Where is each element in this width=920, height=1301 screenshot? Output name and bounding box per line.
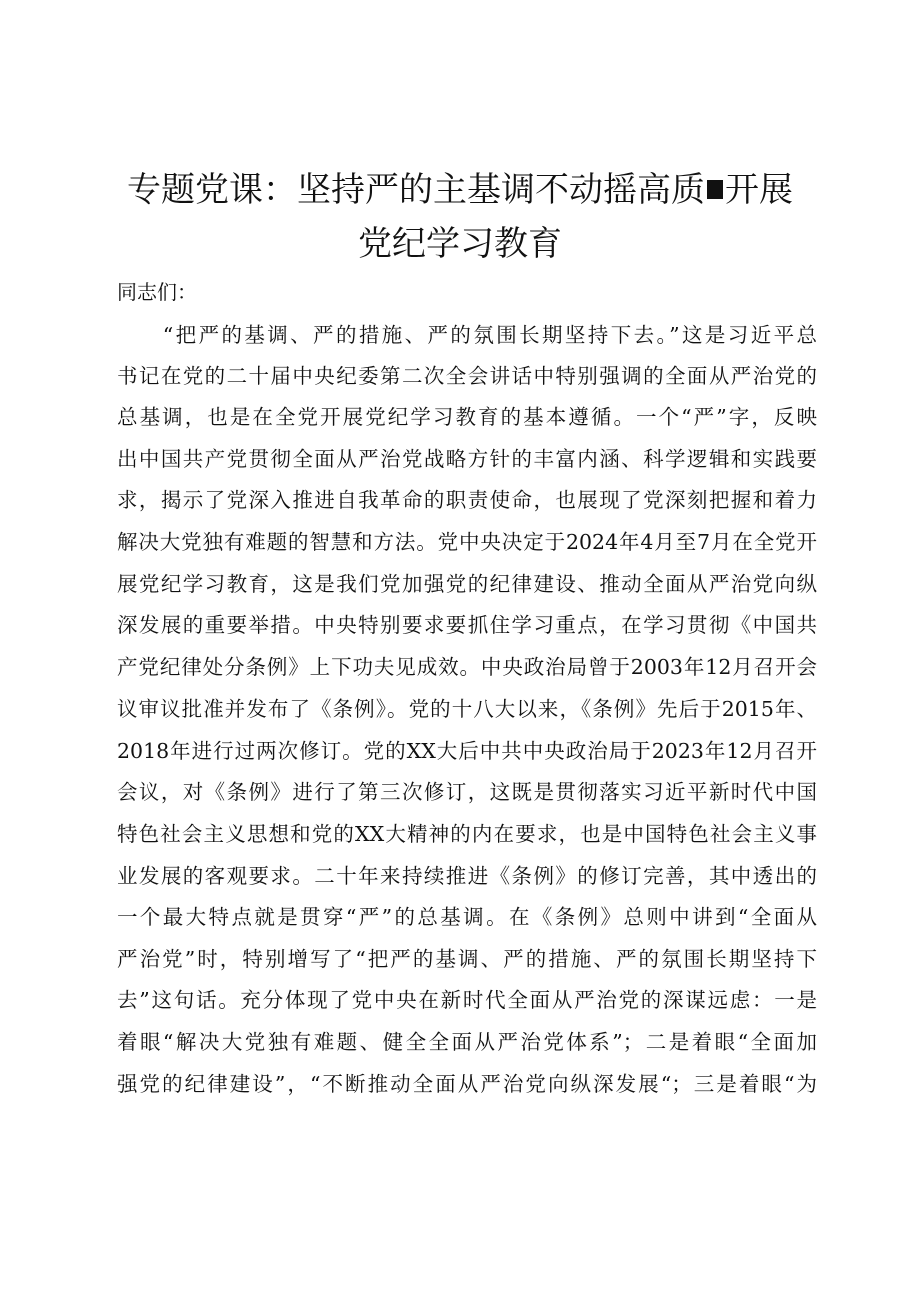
greeting-text: 同志们：	[117, 280, 197, 304]
document-title-line-1	[0, 168, 920, 212]
body-line: 展党纪学习教育，这是我们党加强党的纪律建设、推动全面从严治党向纵	[117, 572, 817, 596]
body-line: 去”这句话。充分体现了党中央在新时代全面从严治党的深谋远虑：一是	[117, 988, 817, 1012]
body-line: 总基调，也是在全党开展党纪学习教育的基本遵循。一个“严”字，反映	[117, 405, 817, 429]
body-line: 着眼“解决大党独有难题、健全全面从严治党体系”；二是着眼“全面加	[117, 1030, 817, 1054]
body-line: 出中国共产党贯彻全面从严治党战略方针的丰富内涵、科学逻辑和实践要	[117, 447, 817, 471]
document-title-line-2: 党纪学习教育	[358, 224, 562, 264]
body-line: 解决大党独有难题的智慧和方法。党中央决定于2024年4月至7月在全党开	[117, 530, 817, 554]
body-line: “把严的基调、严的措施、严的氛围长期坚持下去。”这是习近平总	[117, 323, 817, 347]
title-text-part-1: 专题党课：坚持严的主基调不动摇高质	[127, 170, 705, 210]
body-line: 一个最大特点就是贯穿“严”的总基调。在《条例》总则中讲到“全面从	[117, 905, 817, 929]
body-line: 严治党”时，特别增写了“把严的基调、严的措施、严的氛围长期坚持下	[117, 947, 817, 971]
body-line: 特色社会主义思想和党的XX大精神的内在要求，也是中国特色社会主义事	[117, 822, 817, 846]
body-line: 书记在党的二十届中央纪委第二次全会讲话中特别强调的全面从严治党的	[117, 364, 817, 388]
body-line: 业发展的客观要求。二十年来持续推进《条例》的修订完善，其中透出的	[117, 864, 817, 888]
black-square-mark	[707, 180, 723, 199]
body-line: 产党纪律处分条例》上下功夫见成效。中央政治局曾于2003年12月召开会	[117, 655, 817, 679]
body-line: 议审议批准并发布了《条例》。党的十八大以来，《条例》先后于2015年、	[117, 697, 817, 721]
body-line: 会议，对《条例》进行了第三次修订，这既是贯彻落实习近平新时代中国	[117, 780, 817, 804]
body-line: 强党的纪律建设”，“不断推动全面从严治党向纵深发展“；三是着眼“为	[117, 1072, 817, 1096]
body-line: 2018年进行过两次修订。党的XX大后中共中央政治局于2023年12月召开	[117, 739, 817, 763]
body-line: 求，揭示了党深入推进自我革命的职责使命，也展现了党深刻把握和着力	[117, 488, 817, 512]
title-text-part-2: 开展	[725, 170, 793, 210]
body-line: 深发展的重要举措。中央特别要求要抓住学习重点，在学习贯彻《中国共	[117, 613, 817, 637]
